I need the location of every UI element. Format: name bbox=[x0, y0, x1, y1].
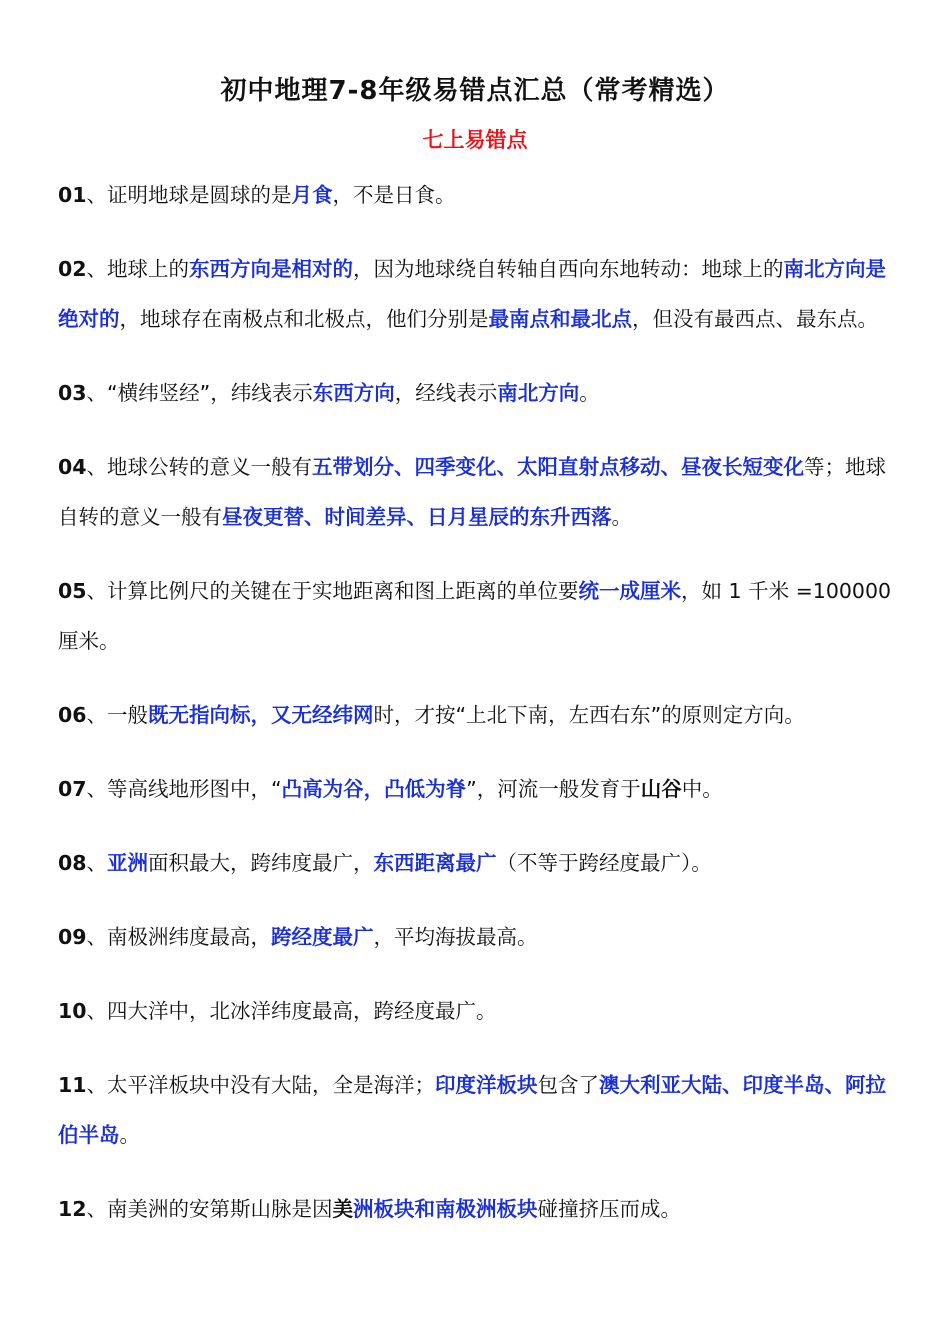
item-number: 12 bbox=[58, 1197, 87, 1221]
list-item bbox=[58, 838, 898, 888]
item-text: 、等高线地形图中，“ bbox=[86, 777, 282, 801]
highlight-text: 南北方向 bbox=[497, 381, 580, 405]
section-heading: 七上易错点 bbox=[422, 128, 528, 152]
highlight-text: 昼夜更替、时间差异、日月星辰的东升西落 bbox=[222, 505, 612, 529]
highlight-text: 山谷 bbox=[640, 777, 682, 801]
item-text: 、四大洋中，北冰洋纬度最高，跨经度最广。 bbox=[86, 999, 497, 1023]
highlight-text: 统一成厘米 bbox=[578, 579, 682, 603]
item-text: ，如 1 千米 =100000 厘米。 bbox=[58, 579, 892, 653]
item-text: 中。 bbox=[681, 777, 723, 801]
list-item bbox=[58, 764, 898, 814]
item-text: 。 bbox=[119, 1123, 140, 1147]
highlight-text: 东西距离最广 bbox=[373, 851, 497, 875]
item-text: 、南美洲的安第斯山脉是因 bbox=[86, 1197, 333, 1221]
item-text: 等；地球自转的意义一般有 bbox=[58, 455, 887, 529]
item-text: 、“横纬竖经”，纬线表示 bbox=[86, 381, 313, 405]
item-number: 10 bbox=[58, 999, 87, 1023]
item-text: 。 bbox=[611, 505, 632, 529]
item-text: 、 bbox=[86, 851, 108, 875]
item-number: 02 bbox=[58, 257, 87, 281]
highlight-text: 洲板块和南极洲板块 bbox=[353, 1197, 538, 1221]
item-number: 11 bbox=[58, 1073, 87, 1097]
highlight-text: 凸高为谷，凸低为脊 bbox=[281, 777, 467, 801]
list-item bbox=[58, 912, 898, 962]
list-item bbox=[58, 442, 898, 542]
highlight-text: 最南点 bbox=[488, 307, 550, 331]
item-text: 碰撞挤压而成。 bbox=[537, 1197, 682, 1221]
item-number: 06 bbox=[58, 703, 87, 727]
item-number: 04 bbox=[58, 455, 87, 479]
highlight-text: 既无指向标，又无经纬网 bbox=[148, 703, 374, 727]
item-number: 03 bbox=[58, 381, 87, 405]
item-text: 、地球公转的意义一般有 bbox=[86, 455, 313, 479]
list-item bbox=[58, 368, 898, 418]
list-item bbox=[58, 244, 898, 344]
list-item bbox=[58, 986, 898, 1036]
highlight-text: 印度洋板块 bbox=[435, 1073, 538, 1097]
item-text: ，平均海拔最高。 bbox=[373, 925, 538, 949]
item-text: 、计算比例尺的关键在于实地距离和图上距离的单位要 bbox=[86, 579, 579, 603]
highlight-text: 月食 bbox=[291, 183, 333, 207]
highlight-text: 东西方向是相对的 bbox=[189, 257, 354, 281]
item-text: 、南极洲纬度最高， bbox=[86, 925, 272, 949]
highlight-text: 跨经度最广 bbox=[271, 925, 374, 949]
list-item bbox=[58, 170, 898, 220]
item-number: 05 bbox=[58, 579, 87, 603]
item-text: 包含了 bbox=[537, 1073, 600, 1097]
error-point-list bbox=[58, 170, 898, 1258]
item-text: 。 bbox=[579, 381, 600, 405]
item-text: 、太平洋板块中没有大陆，全是海洋； bbox=[86, 1073, 436, 1097]
item-text: ，不是日食。 bbox=[332, 183, 456, 207]
item-text: ，地球存在南极点和北极点，他们分别是 bbox=[119, 307, 489, 331]
highlight-text: 和 bbox=[550, 307, 571, 331]
list-item bbox=[58, 1060, 898, 1160]
highlight-text: 澳大利亚大陆、印度半岛、阿拉伯半岛 bbox=[58, 1073, 887, 1147]
item-number: 09 bbox=[58, 925, 87, 949]
item-text: ，但没有最西点、最东点。 bbox=[632, 307, 878, 331]
item-text: 、证明地球是圆球的是 bbox=[86, 183, 292, 207]
highlight-text: 五带划分、四季变化、太阳直射点移动、昼夜长短变化 bbox=[312, 455, 805, 479]
list-item bbox=[58, 566, 898, 666]
item-text: 、一般 bbox=[86, 703, 149, 727]
highlight-text: 最北点 bbox=[570, 307, 632, 331]
highlight-text: 东西方向 bbox=[312, 381, 395, 405]
highlight-text: 美 bbox=[332, 1197, 354, 1221]
list-item bbox=[58, 1184, 898, 1234]
item-number: 01 bbox=[58, 183, 87, 207]
page-title: 初中地理7-8年级易错点汇总（常考精选） bbox=[220, 76, 730, 106]
item-text: 时，才按“上北下南，左西右东”的原则定方向。 bbox=[373, 703, 805, 727]
list-item bbox=[58, 690, 898, 740]
highlight-text: 南北方向是绝对的 bbox=[58, 257, 887, 331]
item-text: （不等于跨经度最广）。 bbox=[496, 851, 712, 875]
item-number: 08 bbox=[58, 851, 87, 875]
highlight-text: 亚洲 bbox=[107, 851, 149, 875]
item-number: 07 bbox=[58, 777, 87, 801]
item-text: 、地球上的 bbox=[86, 257, 190, 281]
item-text: ，因为地球绕自转轴自西向东地转动：地球上的 bbox=[353, 257, 784, 281]
item-text: ”，河流一般发育于 bbox=[466, 777, 641, 801]
item-text: 面积最大，跨纬度最广， bbox=[148, 851, 374, 875]
item-text: ，经线表示 bbox=[394, 381, 498, 405]
